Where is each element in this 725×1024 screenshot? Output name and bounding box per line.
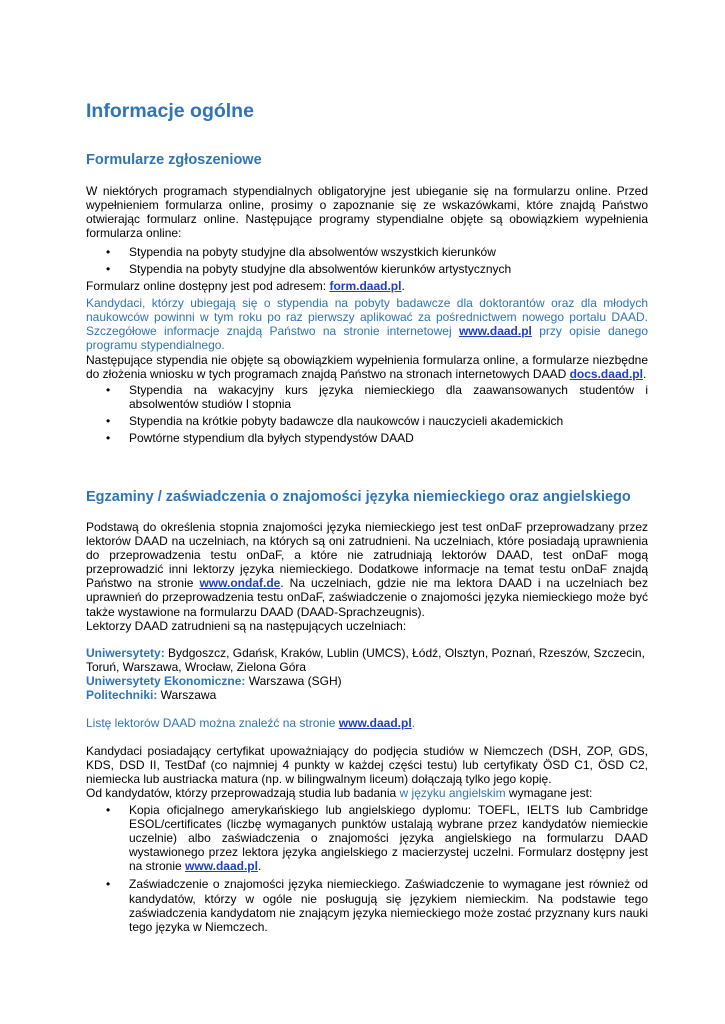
section-heading-forms: Formularze zgłoszeniowe (86, 152, 262, 168)
non-form-programs-list (86, 383, 648, 448)
docs-daad-link[interactable]: docs.daad.pl (569, 367, 643, 382)
lecturer-universities: Uniwersytety: Bydgoszcz, Gdańsk, Kraków, Lublin (UMCS), Łódź, Olsztyn, Poznań, Rzeszów, Szczecin, Toruń, Warszawa, Wrocław, Zielona Góra Uniwersytety Ekonomiczne: Warszawa (SGH) Politechniki: Warszawa (86, 646, 645, 703)
page-title: Informacje ogólne (86, 100, 254, 122)
daad-link[interactable]: www.daad.pl (185, 859, 258, 874)
daad-link[interactable]: www.daad.pl (338, 716, 412, 730)
list-item: • Stypendia na krótkie pobyty badawcze dla naukowców i nauczycieli akademickich (86, 414, 648, 428)
list-item: • Stypendia na pobyty studyjne dla absolwentów kierunków artystycznych (86, 262, 648, 276)
english-requirements-list (86, 803, 648, 937)
ondaf-link[interactable]: www.ondaf.de (199, 576, 281, 591)
new-portal-note: Kandydaci, którzy ubiegają się o stypendia na pobyty badawcze dla doktorantów oraz dla młodych naukowców powinni w tym roku po raz pierwszy aplikować za pośrednictwem nowego portalu DAAD. Szczegółowe informacje znajdą Państwo na stronie internetowej www.daad.pl przy opisie danego programu stypendialnego. (86, 296, 648, 353)
online-form-programs-list (86, 245, 648, 279)
lecturer-list-note: Listę lektorów DAAD można znaleźć na stronie www.daad.pl. (86, 716, 416, 730)
forms-intro: W niektórych programach stypendialnych obligatoryjne jest ubieganie się na formularzu online. Przed wypełnieniem formularza online, prosimy o zapoznanie się ze wskazówkami, które znajdą Państwo otwierając formularz online. Następujące programy stypendialne objęte są obowiązkiem wypełnienia formularza online: (86, 184, 648, 241)
ondaf-paragraph: Podstawą do określenia stopnia znajomości języka niemieckiego jest test onDaF przeprowadzany przez lektorów DAAD na uczelniach, na których są oni zatrudnieni. Na uczelniach, które posiadają uprawnienia do przeprowadzenia testu onDaF, a które nie zatrudniają lektorów DAAD, test onDaF mogą przeprowadzić inni lektorzy języka niemieckiego. Dodatkowe informacje na temat testu onDaF znajdą Państwo na stronie www.ondaf.de. Na uczelniach, gdzie nie ma lektora DAAD i na uczelniach bez uprawnień do przeprowadzenia testu onDaF, zaświadczenie o znajomości języka niemieckiego może być także wystawione na formularzu DAAD (DAAD-Sprachzeugnis). Lektorzy DAAD zatrudnieni są na następujących uczelniach: (86, 520, 648, 633)
list-item: • Kopia oficjalnego amerykańskiego lub angielskiego dyplomu: TOEFL, IELTS lub Cambridge ESOL/certificates (liczbę wymaganych punktów ustalają wybrane przez kandydatów niemieckie uczelnie) albo zaświadczenia o znajomości języka angielskiego na formularzu DAAD wystawionego przez lektora języka angielskiego z macierzystej uczelni. Formularz dostępny jest na stronie www.daad.pl. (86, 803, 648, 873)
certificate-paragraph: Kandydaci posiadający certyfikat upoważniający do podjęcia studiów w Niemczech (DSH, ZOP, GDS, KDS, DSD II, TestDaf (co najmniej 4 punkty w każdej części testu) lub certyfikaty ÖSD C1, ÖSD C2, niemiecka lub austriacka matura (np. w bilingwalnym liceum) dołączają tylko jego kopię. Od kandydatów, którzy przeprowadzają studia lub badania w języku angielskim wymagane jest: (86, 744, 648, 801)
daad-link[interactable]: www.daad.pl (458, 324, 532, 339)
non-form-programs-intro: Następujące stypendia nie objęte są obowiązkiem wypełnienia formularza online, a formularze niezbędne do złożenia wniosku w tych programach znajdą Państwo na stronach internetowych DAAD docs.daad.pl. (86, 353, 648, 382)
section-heading-language: Egzaminy / zaświadczenia o znajomości języka niemieckiego oraz angielskiego (86, 489, 631, 505)
list-item: • Stypendia na pobyty studyjne dla absolwentów wszystkich kierunków (86, 245, 648, 259)
list-item: • Stypendia na wakacyjny kurs języka niemieckiego dla zaawansowanych studentów i absolwentów studiów I stopnia (86, 383, 648, 411)
form-daad-link[interactable]: form.daad.pl (329, 279, 402, 293)
form-address-line: Formularz online dostępny jest pod adresem: form.daad.pl. (86, 279, 405, 293)
list-item: • Powtórne stypendium dla byłych stypendystów DAAD (86, 431, 648, 445)
list-item: • Zaświadczenie o znajomości języka niemieckiego. Zaświadczenie to wymagane jest również od kandydatów, którzy w ogóle nie posługują się językiem niemieckim. Na podstawie tego zaświadczenia kandydatom nie znającym języka niemieckiego może zostać przyznany kurs nauki tego języka w Niemczech. (86, 877, 648, 933)
